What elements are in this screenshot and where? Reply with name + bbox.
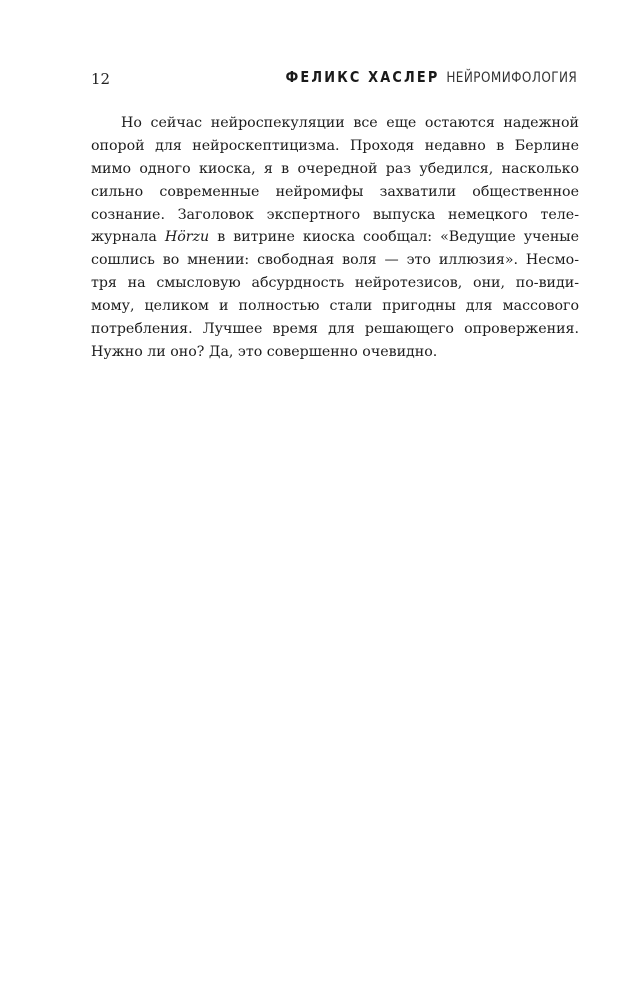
text-line: Но сейчас нейроспекуляции все еще остаются надежной bbox=[121, 115, 579, 131]
text-fragment: в витрине киоска сообщал: «Ведущие ученые bbox=[217, 229, 579, 246]
page-number: 12 bbox=[91, 70, 111, 88]
text-line: тря на смысловую абсурдность нейротезисов, они, по-види- bbox=[91, 275, 579, 292]
text-line: опорой для нейроскептицизма. Проходя недавно в Берлине bbox=[91, 137, 579, 154]
text-line bbox=[91, 226, 579, 249]
body-paragraph bbox=[91, 112, 579, 364]
text-line: мимо одного киоска, я в очередной раз убедился, насколько bbox=[91, 160, 579, 177]
text-line: сильно современные нейромифы захватили общественное bbox=[91, 183, 579, 200]
text-line: мому, целиком и полностью стали пригодны для массового bbox=[91, 298, 579, 315]
text-line: Нужно ли оно? Да, это совершенно очевидно. bbox=[91, 343, 438, 360]
text-line: потребления. Лучшее время для решающего опровержения. bbox=[91, 321, 579, 338]
running-head-book-title: НЕЙРОМИФОЛОГИЯ bbox=[446, 70, 577, 86]
text-line: сошлись во мнении: свободная воля — это иллюзия». Несмо- bbox=[91, 252, 579, 269]
text-line: сознание. Заголовок экспертного выпуска немецкого теле- bbox=[91, 206, 579, 223]
text-fragment: журнала bbox=[91, 229, 157, 246]
magazine-name: Hörzu bbox=[164, 229, 210, 246]
running-head bbox=[285, 68, 577, 86]
running-head-author: ФЕЛИКС ХАСЛЕР bbox=[285, 68, 440, 86]
